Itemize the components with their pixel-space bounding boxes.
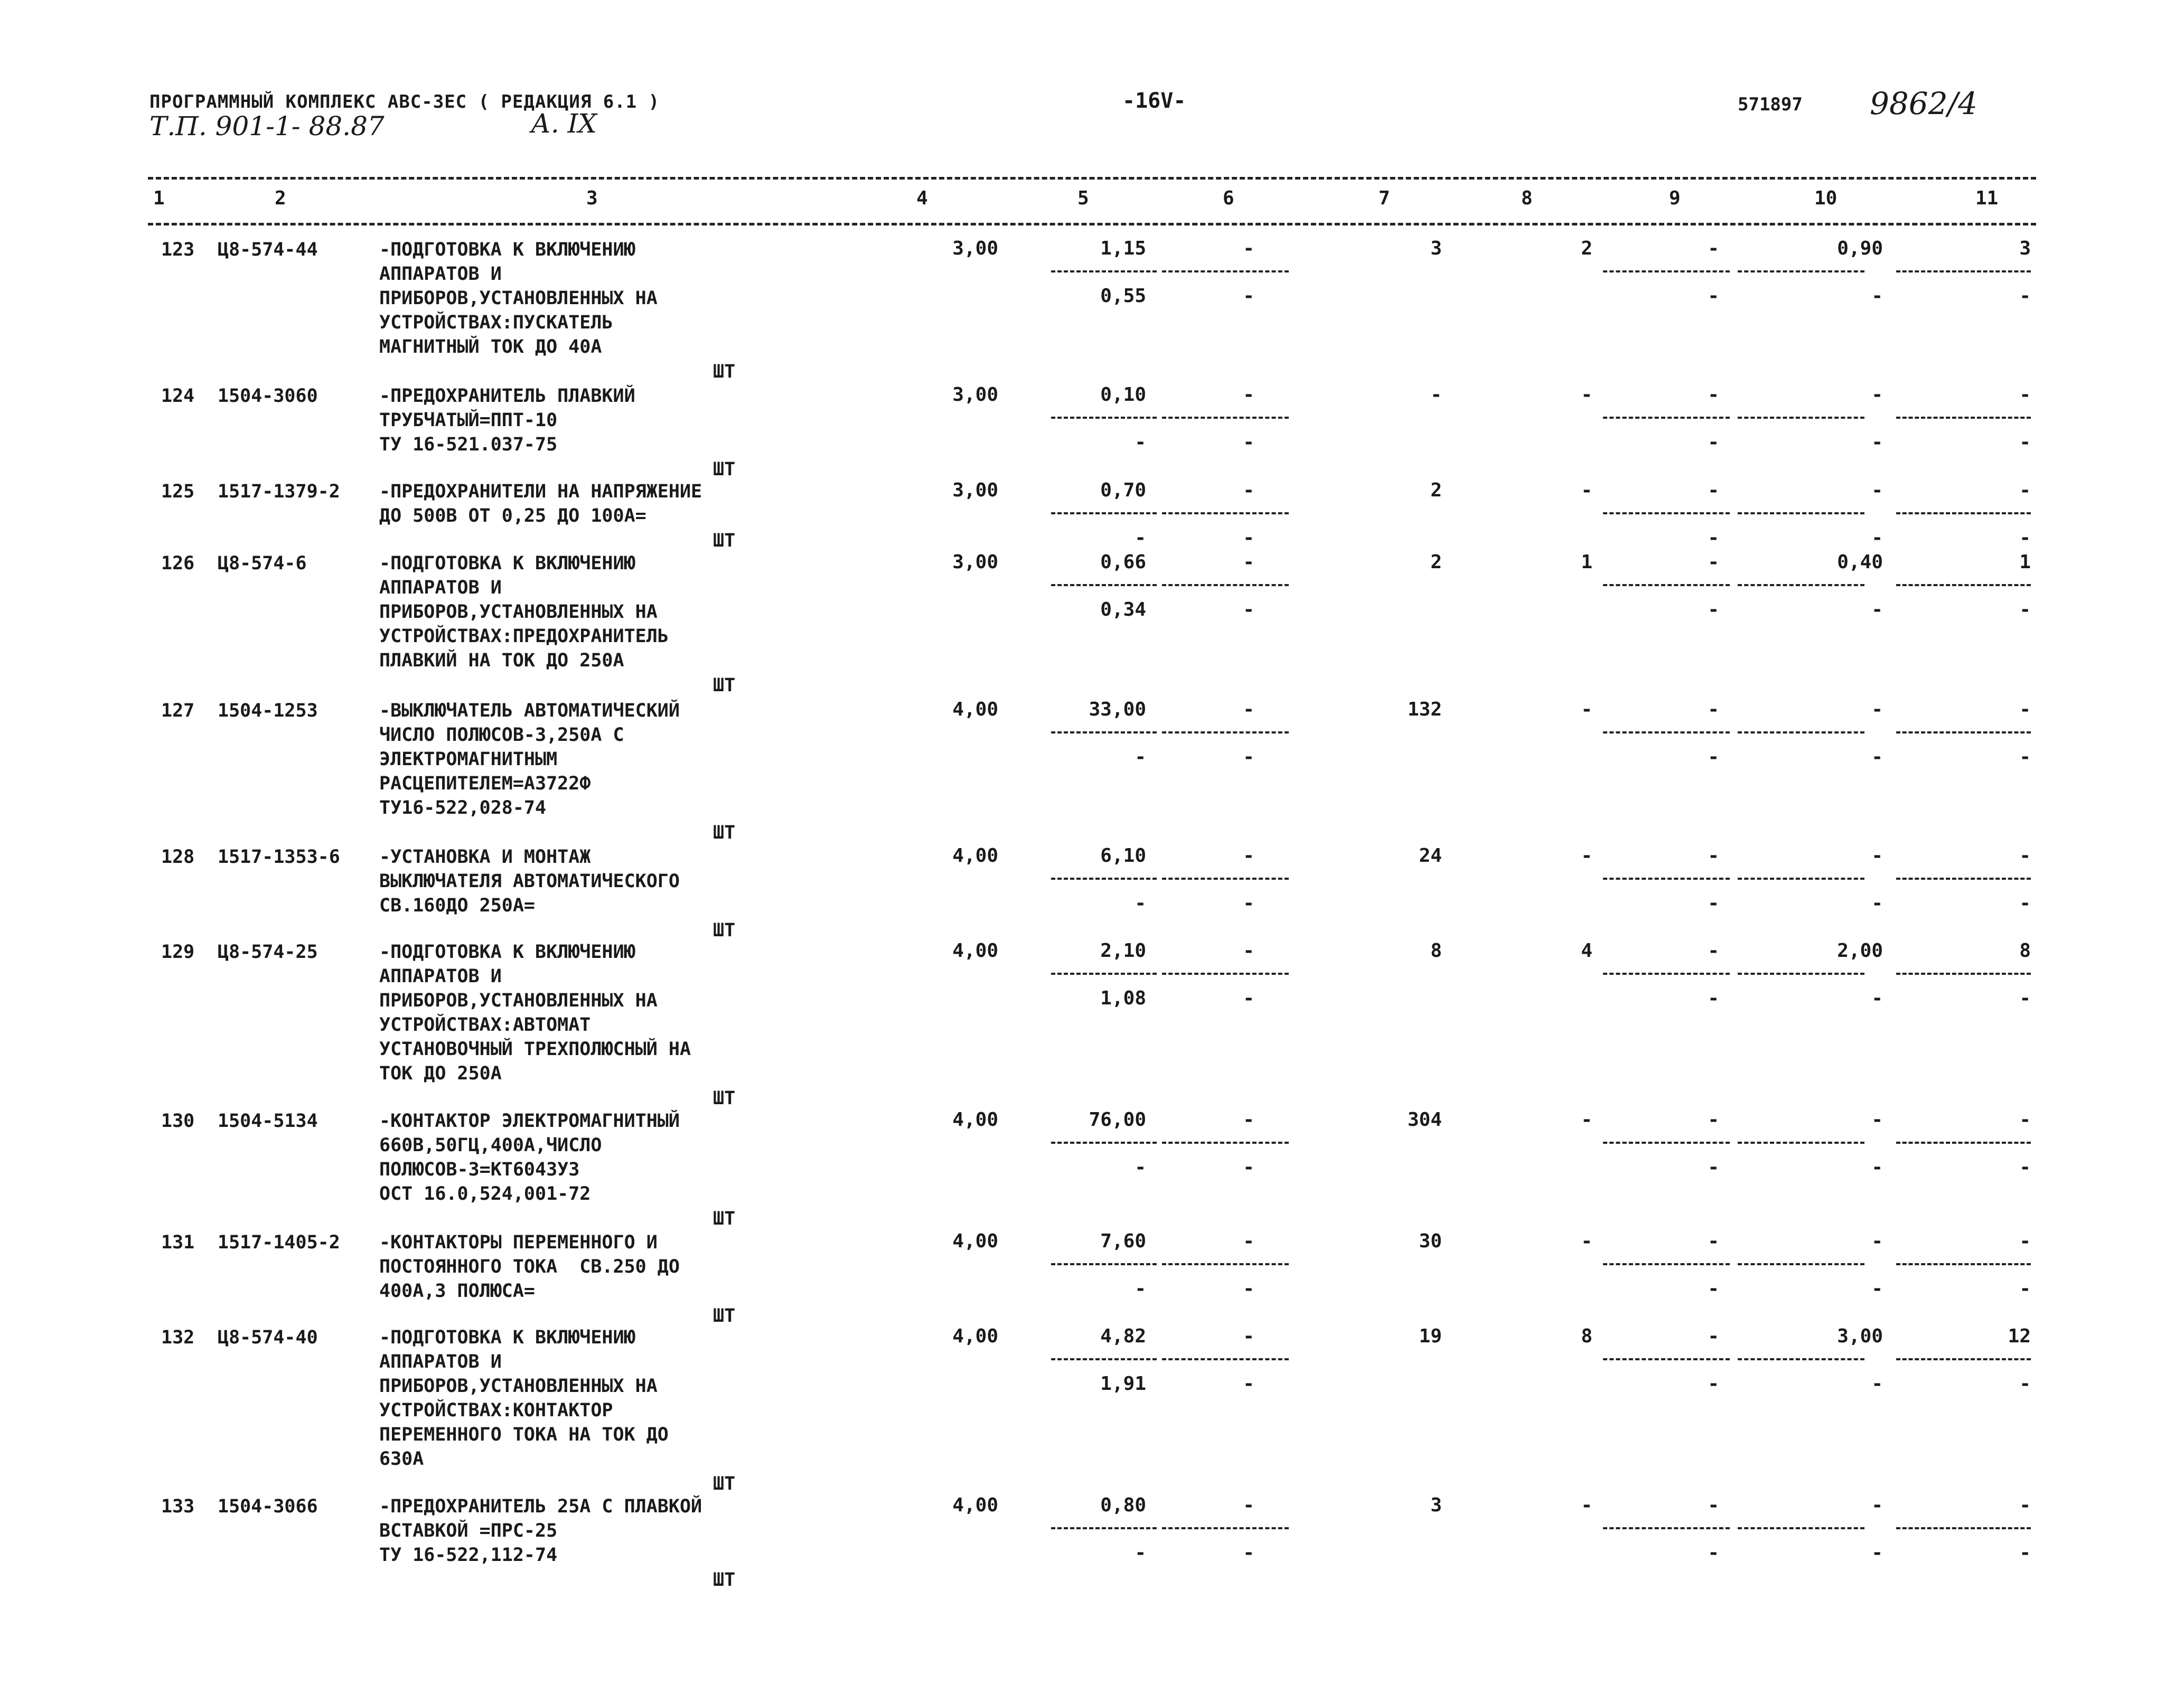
column-header-9: 9 bbox=[1669, 187, 1681, 209]
cell-c9b: - bbox=[1708, 1542, 1719, 1564]
cell-c6a: - bbox=[1243, 940, 1254, 962]
cell-c11b: - bbox=[2019, 527, 2031, 549]
cell-divider bbox=[1896, 1263, 2031, 1265]
cell-divider bbox=[1896, 1358, 2031, 1360]
cell-c6b: - bbox=[1243, 1373, 1254, 1395]
cell-divider bbox=[1603, 731, 1730, 733]
cell-c9a: - bbox=[1708, 699, 1719, 720]
cell-divider bbox=[1051, 1527, 1157, 1529]
table-top-rule bbox=[148, 177, 2036, 180]
cell-c4: 3,00 bbox=[952, 384, 998, 406]
cell-c11a: - bbox=[2019, 479, 2031, 501]
cell-c9a: - bbox=[1708, 845, 1719, 867]
cell-c6a: - bbox=[1243, 479, 1254, 501]
row-number: 124 bbox=[161, 385, 195, 407]
cell-c6a: - bbox=[1243, 845, 1254, 867]
row-number: 127 bbox=[161, 700, 195, 721]
cell-c10a: - bbox=[1871, 845, 1883, 867]
cell-divider bbox=[1603, 973, 1730, 975]
cell-c6b: - bbox=[1243, 987, 1254, 1009]
cell-c5b: 0,55 bbox=[1100, 285, 1146, 307]
cell-c4: 4,00 bbox=[952, 845, 998, 867]
cell-c8: - bbox=[1581, 699, 1592, 720]
cell-c5a: 2,10 bbox=[1100, 940, 1146, 962]
cell-c4: 4,00 bbox=[952, 699, 998, 720]
row-code: Ц8-574-44 bbox=[218, 239, 318, 260]
cell-c11b: - bbox=[2019, 1542, 2031, 1564]
row-description: -ВЫКЛЮЧАТЕЛЬ АВТОМАТИЧЕСКИЙ ЧИСЛО ПОЛЮСОВ-3,250А С ЭЛЕКТРОМАГНИТНЫМ РАСЦЕПИТЕЛЕМ=А3722Ф ТУ16-522,028-74 bbox=[379, 700, 680, 819]
header-bottom-rule bbox=[148, 223, 2036, 225]
cell-c7: 304 bbox=[1407, 1109, 1442, 1131]
cell-divider bbox=[1051, 1358, 1157, 1360]
row-number: 133 bbox=[161, 1496, 195, 1517]
cell-divider bbox=[1738, 512, 1864, 514]
cell-divider bbox=[1738, 878, 1864, 880]
row-number: 132 bbox=[161, 1327, 195, 1348]
cell-divider bbox=[1738, 270, 1864, 272]
cell-c9a: - bbox=[1708, 1230, 1719, 1252]
row-code: 1517-1405-2 bbox=[218, 1232, 340, 1253]
row-unit: ШТ bbox=[713, 1473, 736, 1494]
row-number: 129 bbox=[161, 942, 195, 963]
cell-divider bbox=[1896, 731, 2031, 733]
cell-c6b: - bbox=[1243, 599, 1254, 620]
cell-divider bbox=[1738, 973, 1864, 975]
cell-c6b: - bbox=[1243, 1278, 1254, 1300]
cell-divider bbox=[1896, 878, 2031, 880]
cell-c5a: 4,82 bbox=[1100, 1325, 1146, 1347]
cell-c11a: 3 bbox=[2019, 238, 2031, 259]
cell-c10b: - bbox=[1871, 1156, 1883, 1178]
row-description: -ПОДГОТОВКА К ВКЛЮЧЕНИЮ АППАРАТОВ И ПРИБОРОВ,УСТАНОВЛЕННЫХ НА УСТРОЙСТВАХ:ПУСКАТЕЛЬ МАГНИТНЫЙ ТОК ДО 40А bbox=[379, 239, 658, 358]
column-header-7: 7 bbox=[1379, 187, 1390, 209]
cell-c11a: - bbox=[2019, 1230, 2031, 1252]
cell-divider bbox=[1051, 512, 1157, 514]
cell-c11a: - bbox=[2019, 1494, 2031, 1516]
cell-c6a: - bbox=[1243, 699, 1254, 720]
cell-divider bbox=[1051, 973, 1157, 975]
row-number: 131 bbox=[161, 1232, 195, 1253]
row-description: -ПРЕДОХРАНИТЕЛЬ 25А С ПЛАВКОЙ ВСТАВКОЙ =ПРС-25 ТУ 16-522,112-74 bbox=[379, 1496, 702, 1566]
row-unit: ШТ bbox=[713, 675, 736, 696]
row-description: -ПРЕДОХРАНИТЕЛЬ ПЛАВКИЙ ТРУБЧАТЫЙ=ППТ-10 ТУ 16-521.037-75 bbox=[379, 385, 635, 455]
cell-c11b: - bbox=[2019, 431, 2031, 453]
cell-divider bbox=[1162, 973, 1289, 975]
cell-divider bbox=[1738, 1527, 1864, 1529]
cell-divider bbox=[1162, 270, 1289, 272]
row-unit: ШТ bbox=[713, 920, 736, 941]
cell-c8: - bbox=[1581, 845, 1592, 867]
document-number: 9862/4 bbox=[1870, 86, 1978, 121]
cell-c6b: - bbox=[1243, 1156, 1254, 1178]
column-header-3: 3 bbox=[586, 187, 598, 209]
column-header-6: 6 bbox=[1223, 187, 1234, 209]
cell-c7: 8 bbox=[1430, 940, 1442, 962]
row-code: 1517-1353-6 bbox=[218, 846, 340, 868]
cell-divider bbox=[1162, 417, 1289, 419]
cell-divider bbox=[1162, 1527, 1289, 1529]
cell-c6a: - bbox=[1243, 384, 1254, 406]
cell-c10a: - bbox=[1871, 699, 1883, 720]
row-code: 1504-5134 bbox=[218, 1111, 318, 1132]
cell-divider bbox=[1603, 270, 1730, 272]
cell-c10b: - bbox=[1871, 987, 1883, 1009]
cell-divider bbox=[1603, 417, 1730, 419]
cell-c10a: 2,00 bbox=[1837, 940, 1883, 962]
cell-c6a: - bbox=[1243, 551, 1254, 573]
cell-c9b: - bbox=[1708, 987, 1719, 1009]
cell-c10a: - bbox=[1871, 1494, 1883, 1516]
cell-c7: 2 bbox=[1430, 551, 1442, 573]
row-code: 1517-1379-2 bbox=[218, 481, 340, 502]
cell-c4: 3,00 bbox=[952, 551, 998, 573]
cell-c10b: - bbox=[1871, 1373, 1883, 1395]
page-number: -16V- bbox=[1122, 89, 1186, 113]
cell-c9a: - bbox=[1708, 940, 1719, 962]
cell-c6a: - bbox=[1243, 1109, 1254, 1131]
cell-c11a: - bbox=[2019, 845, 2031, 867]
cell-c5b: - bbox=[1135, 746, 1146, 768]
row-number: 125 bbox=[161, 481, 195, 502]
cell-c8: 8 bbox=[1581, 1325, 1592, 1347]
row-description: -КОНТАКТОР ЭЛЕКТРОМАГНИТНЫЙ 660В,50ГЦ,400А,ЧИСЛО ПОЛЮСОВ-3=КТ6043У3 ОСТ 16.0,524,001-72 bbox=[379, 1111, 680, 1205]
cell-c10b: - bbox=[1871, 527, 1883, 549]
cell-divider bbox=[1051, 731, 1157, 733]
cell-c11b: - bbox=[2019, 746, 2031, 768]
row-unit: ШТ bbox=[713, 361, 736, 382]
row-unit: ШТ bbox=[713, 1088, 736, 1109]
cell-c5a: 76,00 bbox=[1089, 1109, 1146, 1131]
column-header-4: 4 bbox=[916, 187, 928, 209]
cell-divider bbox=[1603, 878, 1730, 880]
cell-c6b: - bbox=[1243, 746, 1254, 768]
cell-c9b: - bbox=[1708, 431, 1719, 453]
cell-c7: 132 bbox=[1407, 699, 1442, 720]
cell-divider bbox=[1896, 512, 2031, 514]
cell-divider bbox=[1162, 1263, 1289, 1265]
row-number: 130 bbox=[161, 1111, 195, 1132]
document-code: 571897 bbox=[1738, 94, 1803, 115]
cell-c9a: - bbox=[1708, 238, 1719, 259]
cell-c6a: - bbox=[1243, 1494, 1254, 1516]
cell-divider bbox=[1162, 584, 1289, 586]
row-code: 1504-3060 bbox=[218, 385, 318, 407]
cell-c8: - bbox=[1581, 479, 1592, 501]
row-unit: ШТ bbox=[713, 530, 736, 551]
cell-divider bbox=[1738, 731, 1864, 733]
cell-divider bbox=[1603, 1527, 1730, 1529]
cell-c5b: - bbox=[1135, 431, 1146, 453]
cell-c11b: - bbox=[2019, 285, 2031, 307]
cell-c5a: 0,70 bbox=[1100, 479, 1146, 501]
cell-c10a: 0,40 bbox=[1837, 551, 1883, 573]
sheet-label: А. IX bbox=[531, 108, 597, 139]
cell-c4: 3,00 bbox=[952, 479, 998, 501]
cell-divider bbox=[1896, 1527, 2031, 1529]
cell-c4: 4,00 bbox=[952, 1325, 998, 1347]
program-title: ПРОГРАММНЫЙ КОМПЛЕКС АВС-3ЕС ( РЕДАКЦИЯ 6.1 ) bbox=[149, 91, 660, 112]
cell-c10a: - bbox=[1871, 479, 1883, 501]
cell-c11b: - bbox=[2019, 599, 2031, 620]
cell-divider bbox=[1051, 1142, 1157, 1144]
cell-c10b: - bbox=[1871, 892, 1883, 914]
cell-c10a: 0,90 bbox=[1837, 238, 1883, 259]
row-description: -ПРЕДОХРАНИТЕЛИ НА НАПРЯЖЕНИЕ ДО 500В ОТ 0,25 ДО 100А= bbox=[379, 481, 702, 526]
cell-c10b: - bbox=[1871, 285, 1883, 307]
column-header-10: 10 bbox=[1814, 187, 1838, 209]
cell-c10b: - bbox=[1871, 746, 1883, 768]
cell-c8: - bbox=[1581, 384, 1592, 406]
row-unit: ШТ bbox=[713, 1569, 736, 1591]
cell-divider bbox=[1051, 584, 1157, 586]
row-number: 126 bbox=[161, 553, 195, 574]
row-unit: ШТ bbox=[713, 459, 736, 480]
cell-c6a: - bbox=[1243, 1325, 1254, 1347]
cell-divider bbox=[1051, 417, 1157, 419]
cell-c9a: - bbox=[1708, 1109, 1719, 1131]
cell-divider bbox=[1896, 584, 2031, 586]
cell-c11a: - bbox=[2019, 384, 2031, 406]
cell-c9b: - bbox=[1708, 746, 1719, 768]
cell-c5a: 33,00 bbox=[1089, 699, 1146, 720]
column-header-8: 8 bbox=[1521, 187, 1533, 209]
cell-c8: 2 bbox=[1581, 238, 1592, 259]
cell-c9b: - bbox=[1708, 892, 1719, 914]
row-code: Ц8-574-25 bbox=[218, 942, 318, 963]
cell-c6b: - bbox=[1243, 285, 1254, 307]
row-number: 128 bbox=[161, 846, 195, 868]
cell-c9a: - bbox=[1708, 1325, 1719, 1347]
cell-c11b: - bbox=[2019, 1278, 2031, 1300]
cell-c5b: 0,34 bbox=[1100, 599, 1146, 620]
column-header-2: 2 bbox=[275, 187, 286, 209]
cell-divider bbox=[1051, 1263, 1157, 1265]
cell-c4: 4,00 bbox=[952, 940, 998, 962]
cell-c5b: - bbox=[1135, 1542, 1146, 1564]
cell-divider bbox=[1162, 512, 1289, 514]
cell-c10b: - bbox=[1871, 1278, 1883, 1300]
cell-c8: - bbox=[1581, 1230, 1592, 1252]
cell-divider bbox=[1051, 878, 1157, 880]
cell-c11b: - bbox=[2019, 1373, 2031, 1395]
cell-c10a: - bbox=[1871, 1109, 1883, 1131]
cell-c10a: - bbox=[1871, 384, 1883, 406]
column-header-row bbox=[148, 187, 2036, 214]
cell-divider bbox=[1603, 1263, 1730, 1265]
cell-c5b: - bbox=[1135, 892, 1146, 914]
cell-divider bbox=[1162, 878, 1289, 880]
cell-c4: 4,00 bbox=[952, 1494, 998, 1516]
row-code: Ц8-574-40 bbox=[218, 1327, 318, 1348]
cell-divider bbox=[1738, 417, 1864, 419]
cell-divider bbox=[1603, 512, 1730, 514]
cell-c6b: - bbox=[1243, 431, 1254, 453]
cell-c4: 3,00 bbox=[952, 238, 998, 259]
cell-divider bbox=[1738, 1263, 1864, 1265]
cell-c10b: - bbox=[1871, 431, 1883, 453]
column-header-1: 1 bbox=[153, 187, 165, 209]
cell-c9b: - bbox=[1708, 1156, 1719, 1178]
cell-c11b: - bbox=[2019, 987, 2031, 1009]
row-code: 1504-3066 bbox=[218, 1496, 318, 1517]
cell-divider bbox=[1603, 584, 1730, 586]
cell-divider bbox=[1896, 270, 2031, 272]
row-code: 1504-1253 bbox=[218, 700, 318, 721]
cell-divider bbox=[1896, 1142, 2031, 1144]
cell-c5a: 0,80 bbox=[1100, 1494, 1146, 1516]
cell-c7: 2 bbox=[1430, 479, 1442, 501]
cell-c5b: 1,91 bbox=[1100, 1373, 1146, 1395]
row-description: -ПОДГОТОВКА К ВКЛЮЧЕНИЮ АППАРАТОВ И ПРИБОРОВ,УСТАНОВЛЕННЫХ НА УСТРОЙСТВАХ:ПРЕДОХРАНИТЕЛЬ ПЛАВКИЙ НА ТОК ДО 250А bbox=[379, 553, 669, 671]
cell-divider bbox=[1162, 1358, 1289, 1360]
row-unit: ШТ bbox=[713, 822, 736, 843]
cell-c11a: 1 bbox=[2019, 551, 2031, 573]
cell-c8: - bbox=[1581, 1494, 1592, 1516]
cell-divider bbox=[1603, 1142, 1730, 1144]
cell-divider bbox=[1162, 731, 1289, 733]
cell-c9b: - bbox=[1708, 599, 1719, 620]
cell-c7: 19 bbox=[1419, 1325, 1442, 1347]
cell-c11a: 8 bbox=[2019, 940, 2031, 962]
cell-c4: 4,00 bbox=[952, 1230, 998, 1252]
cell-c4: 4,00 bbox=[952, 1109, 998, 1131]
cell-divider bbox=[1738, 584, 1864, 586]
cell-c11b: - bbox=[2019, 1156, 2031, 1178]
row-unit: ШТ bbox=[713, 1208, 736, 1229]
cell-divider bbox=[1738, 1358, 1864, 1360]
cell-c11a: 12 bbox=[2008, 1325, 2031, 1347]
cell-c5a: 6,10 bbox=[1100, 845, 1146, 867]
row-code: Ц8-574-6 bbox=[218, 553, 307, 574]
cell-c9a: - bbox=[1708, 384, 1719, 406]
cell-c11b: - bbox=[2019, 892, 2031, 914]
row-description: -УСТАНОВКА И МОНТАЖ ВЫКЛЮЧАТЕЛЯ АВТОМАТИЧЕСКОГО СВ.160ДО 250А= bbox=[379, 846, 680, 916]
cell-c10b: - bbox=[1871, 1542, 1883, 1564]
cell-divider bbox=[1896, 417, 2031, 419]
cell-c5a: 0,66 bbox=[1100, 551, 1146, 573]
cell-c6b: - bbox=[1243, 527, 1254, 549]
row-description: -ПОДГОТОВКА К ВКЛЮЧЕНИЮ АППАРАТОВ И ПРИБОРОВ,УСТАНОВЛЕННЫХ НА УСТРОЙСТВАХ:АВТОМАТ УСТАНОВОЧНЫЙ ТРЕХПОЛЮСНЫЙ НА ТОК ДО 250А bbox=[379, 942, 691, 1084]
cell-c6a: - bbox=[1243, 1230, 1254, 1252]
cell-c7: 3 bbox=[1430, 1494, 1442, 1516]
cell-c8: - bbox=[1581, 1109, 1592, 1131]
cell-c5a: 1,15 bbox=[1100, 238, 1146, 259]
column-header-5: 5 bbox=[1077, 187, 1089, 209]
cell-divider bbox=[1162, 1142, 1289, 1144]
row-description: -ПОДГОТОВКА К ВКЛЮЧЕНИЮ АППАРАТОВ И ПРИБОРОВ,УСТАНОВЛЕННЫХ НА УСТРОЙСТВАХ:КОНТАКТОР ПЕРЕМЕННОГО ТОКА НА ТОК ДО 630А bbox=[379, 1327, 669, 1470]
cell-c9b: - bbox=[1708, 1373, 1719, 1395]
cell-c11a: - bbox=[2019, 699, 2031, 720]
row-unit: ШТ bbox=[713, 1305, 736, 1326]
cell-c6b: - bbox=[1243, 892, 1254, 914]
cell-c5a: 7,60 bbox=[1100, 1230, 1146, 1252]
cell-divider bbox=[1603, 1358, 1730, 1360]
cell-divider bbox=[1051, 270, 1157, 272]
cell-c10a: 3,00 bbox=[1837, 1325, 1883, 1347]
cell-c9a: - bbox=[1708, 479, 1719, 501]
cell-c5b: 1,08 bbox=[1100, 987, 1146, 1009]
cell-c5b: - bbox=[1135, 527, 1146, 549]
cell-c10a: - bbox=[1871, 1230, 1883, 1252]
cell-divider bbox=[1738, 1142, 1864, 1144]
cell-c9b: - bbox=[1708, 527, 1719, 549]
row-description: -КОНТАКТОРЫ ПЕРЕМЕННОГО И ПОСТОЯННОГО ТОКА СВ.250 ДО 400А,3 ПОЛЮСА= bbox=[379, 1232, 680, 1302]
cell-c6b: - bbox=[1243, 1542, 1254, 1564]
column-header-11: 11 bbox=[1975, 187, 1999, 209]
cell-c7: 3 bbox=[1430, 238, 1442, 259]
cell-c7: 24 bbox=[1419, 845, 1442, 867]
cell-c7: - bbox=[1430, 384, 1442, 406]
cell-c11a: - bbox=[2019, 1109, 2031, 1131]
cell-c5a: 0,10 bbox=[1100, 384, 1146, 406]
cell-c10b: - bbox=[1871, 599, 1883, 620]
cell-c9a: - bbox=[1708, 551, 1719, 573]
cell-c9a: - bbox=[1708, 1494, 1719, 1516]
cell-c5b: - bbox=[1135, 1278, 1146, 1300]
cell-c6a: - bbox=[1243, 238, 1254, 259]
cell-c5b: - bbox=[1135, 1156, 1146, 1178]
cell-c9b: - bbox=[1708, 285, 1719, 307]
cell-c9b: - bbox=[1708, 1278, 1719, 1300]
project-number: Т.П. 901-1- 88.87 bbox=[149, 111, 385, 142]
cell-c7: 30 bbox=[1419, 1230, 1442, 1252]
row-number: 123 bbox=[161, 239, 195, 260]
cell-c8: 1 bbox=[1581, 551, 1592, 573]
cell-divider bbox=[1896, 973, 2031, 975]
cell-c8: 4 bbox=[1581, 940, 1592, 962]
